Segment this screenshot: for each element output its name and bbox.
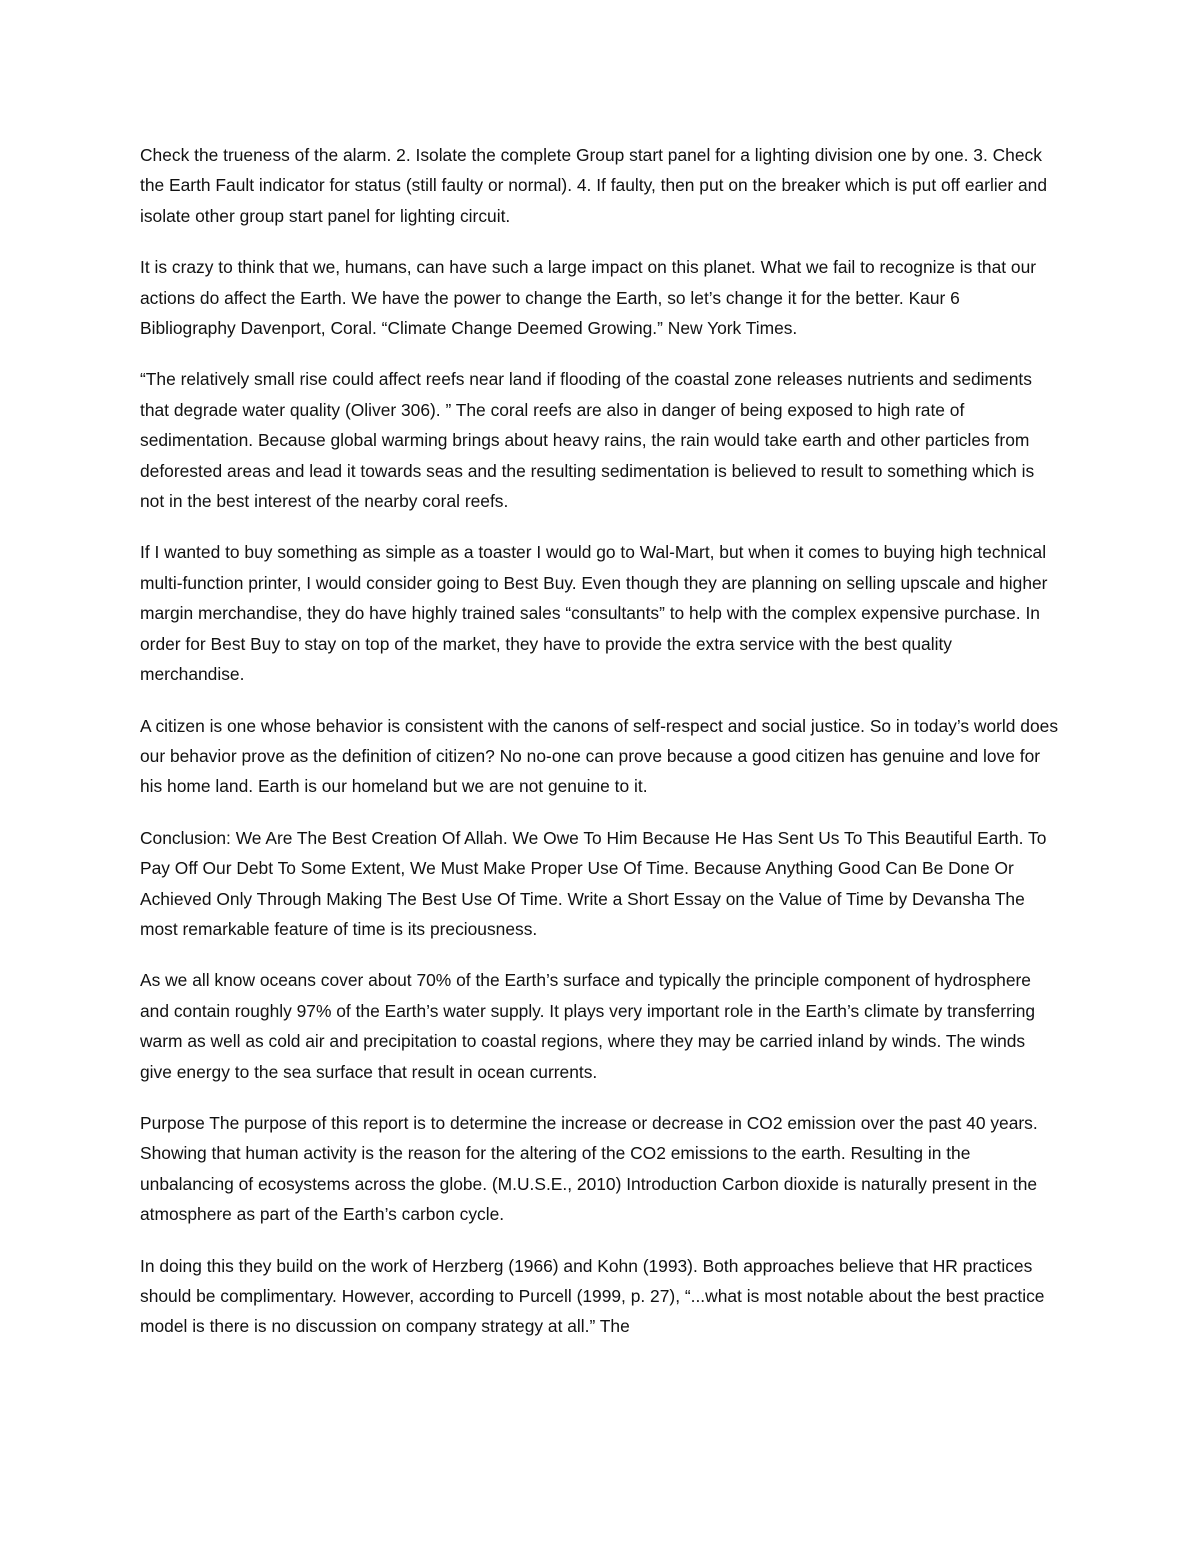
paragraph-citizen: A citizen is one whose behavior is consistent with the canons of self-respect and social justice. So in today’s world does our behavior prove as the definition of citizen? No no-one can prove because a good citizen has genuine and love for his home land. Earth is our homeland but we are not genuine to it. <box>140 715 1059 797</box>
paragraph-coral-reefs: “The relatively small rise could affect reefs near land if flooding of the coastal zone releases nutrients and sediments that degrade water quality (Oliver 306). ” The coral reefs are also in danger of being exposed to high rate of sedimentation. Because global warming brings about heavy rains, the rain would take earth and other particles from deforested areas and lead it towards seas and the resulting sedimentation is believed to result to something which is not in the best interest of the nearby coral reefs. <box>140 369 1035 512</box>
paragraph-best-buy: If I wanted to buy something as simple as a toaster I would go to Wal-Mart, but when it comes to buying high technical multi-function printer, I would consider going to Best Buy. Even though they are planning on selling upscale and higher margin merchandise, they do have highly trained sales “consultants” to help with the complex expensive purchase. In order for Best Buy to stay on top of the market, they have to provide the extra service with the best quality merchandise. <box>140 542 1048 685</box>
paragraph-conclusion: Conclusion: We Are The Best Creation Of Allah. We Owe To Him Because He Has Sent Us To This Beautiful Earth. To Pay Off Our Debt To Some Extent, We Must Make Proper Use Of Time. Because Anything Good Can Be Done Or Achieved Only Through Making The Best Use Of Time. Write a Short Essay on the Value of Time by Devansha The most remarkable feature of time is its preciousness. <box>140 827 1047 939</box>
paragraph-purpose: Purpose The purpose of this report is to determine the increase or decrease in CO2 emission over the past 40 years. Showing that human activity is the reason for the altering of the CO2 emissions to the earth. Resulting in the unbalancing of ecosystems across the globe. (M.U.S.E., 2010) Introduction Carbon dioxide is naturally present in the atmosphere as part of the Earth’s carbon cycle. <box>140 1112 1038 1225</box>
document-page <box>140 140 1060 1363</box>
paragraph-oceans: As we all know oceans cover about 70% of the Earth’s surface and typically the principle component of hydrosphere and contain roughly 97% of the Earth’s water supply. It plays very important role in the Earth’s climate by transferring warm as well as cold air and precipitation to coastal regions, where they may be carried inland by winds. The winds give energy to the sea surface that result in ocean currents. <box>140 970 1036 1082</box>
paragraph-hr-practices: In doing this they build on the work of Herzberg (1966) and Kohn (1993). Both approaches believe that HR practices should be complimentary. However, according to Purcell (1999, p. 27), “...what is most notable about the best practice model is there is no discussion on company strategy at all.” The <box>140 1255 1045 1337</box>
paragraph-human-impact: It is crazy to think that we, humans, can have such a large impact on this planet. What we fail to recognize is that our actions do affect the Earth. We have the power to change the Earth, so let’s change it for the better. Kaur 6 Bibliography Davenport, Coral. “Climate Change Deemed Growing.” New York Times. <box>140 257 1037 339</box>
paragraph-alarm-procedure: Check the trueness of the alarm. 2. Isolate the complete Group start panel for a lighting division one by one. 3. Check the Earth Fault indicator for status (still faulty or normal). 4. If faulty, then put on the breaker which is put off earlier and isolate other group start panel for lighting circuit. <box>140 145 1048 226</box>
